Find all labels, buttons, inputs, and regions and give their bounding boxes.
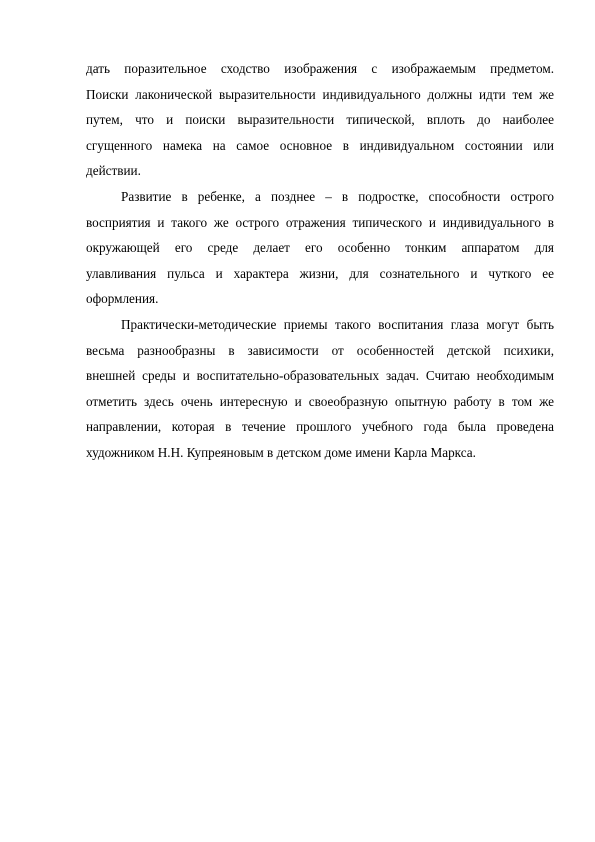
- text-line: сгущенного намека на самое основное в индивидуальном состоянии или: [86, 137, 554, 153]
- text-line: улавливания пульса и характера жизни, для сознательного и чуткого ее: [86, 265, 554, 281]
- text-line: оформления.: [86, 291, 159, 307]
- text-line: дать поразительное сходство изображения с изображаемым предметом.: [86, 61, 554, 76]
- paragraph-3: [86, 312, 554, 466]
- text-line: направлении, которая в течение прошлого учебного года была проведена: [86, 419, 554, 435]
- text-line: художником Н.Н. Купреяновым в детском доме имени Карла Маркса.: [86, 444, 476, 460]
- text-line: окружающей его среде делает его особенно тонким аппаратом для: [86, 240, 554, 256]
- text-line: весьма разнообразны в зависимости от особенностей детской психики,: [86, 342, 554, 358]
- text-line: Развитие в ребенке, а позднее – в подростке, способности острого: [121, 188, 554, 204]
- paragraph-1: [86, 56, 554, 184]
- body-text: [86, 56, 554, 466]
- text-line: путем, что и поиски выразительности типической, вплоть до наиболее: [86, 112, 554, 128]
- text-line: действии.: [86, 163, 141, 179]
- paragraph-2: [86, 184, 554, 312]
- text-line: отметить здесь очень интересную и своеобразную опытную работу в том же: [86, 393, 554, 409]
- text-line: Практически-методические приемы такого воспитания глаза могут быть: [121, 316, 554, 332]
- text-line: Поиски лаконической выразительности индивидуального должны идти тем же: [86, 86, 554, 102]
- text-line: внешней среды и воспитательно-образовательных задач. Считаю необходимым: [86, 368, 554, 384]
- text-line: восприятия и такого же острого отражения типического и индивидуального в: [86, 214, 554, 230]
